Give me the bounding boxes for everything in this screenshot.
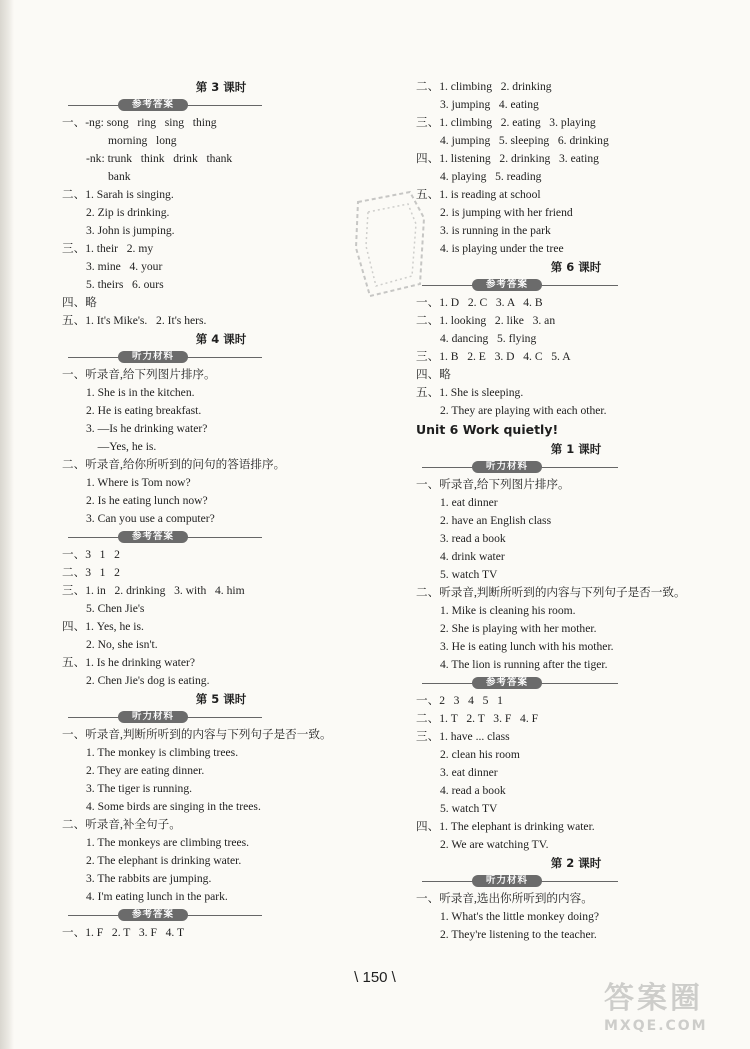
right-column [416, 78, 736, 944]
answer-line: 3. Can you use a computer? [86, 512, 215, 525]
answer-line: 二、听录音,补全句子。 [62, 818, 181, 831]
answer-line: 4. The lion is running after the tiger. [440, 658, 608, 671]
lesson-heading: 第 4 课时 [195, 332, 247, 346]
answer-line: 2. have an English class [440, 514, 552, 527]
section-tag-label: 听力材料 [118, 711, 188, 723]
answer-line: 4. is playing under the tree [440, 242, 564, 255]
answer-line: 2. is jumping with her friend [440, 206, 573, 219]
left-column [62, 78, 380, 942]
answer-line: 三、1. their 2. my [62, 242, 154, 255]
answer-line: 4. jumping 5. sleeping 6. drinking [440, 134, 609, 147]
unit-title: Unit 6 Work quietly! [416, 422, 559, 437]
answer-line: 2. Chen Jie's dog is eating. [86, 674, 210, 687]
answer-line: 二、听录音,给你所听到的问句的答语排序。 [62, 458, 286, 471]
answer-line: 1. eat dinner [440, 496, 498, 509]
answer-line: 1. The monkey is climbing trees. [86, 746, 239, 759]
answer-line: 一、听录音,给下列图片排序。 [416, 478, 570, 491]
answer-line: 2. They're listening to the teacher. [440, 928, 597, 941]
answer-line: 二、1. looking 2. like 3. an [416, 314, 556, 327]
answer-line: 三、1. climbing 2. eating 3. playing [416, 116, 596, 129]
answer-line: 3. is running in the park [440, 224, 551, 237]
answer-line: 3. jumping 4. eating [440, 98, 539, 111]
answer-line: 四、1. Yes, he is. [62, 620, 144, 633]
section-tag-label: 听力材料 [118, 351, 188, 363]
answer-line: 1. She is in the kitchen. [86, 386, 195, 399]
section-tag-label: 听力材料 [472, 461, 542, 473]
answer-line: 一、听录音,判断所听到的内容与下列句子是否一致。 [62, 728, 332, 741]
section-tag [62, 708, 380, 726]
answer-line: 3. The tiger is running. [86, 782, 193, 795]
answer-line: 2. No, she isn't. [86, 638, 158, 651]
answer-line: 五、1. Is he drinking water? [62, 656, 195, 669]
answer-line: 4. read a book [440, 784, 506, 797]
answer-line: 五、1. She is sleeping. [416, 386, 524, 399]
answer-line: 2. He is eating breakfast. [86, 404, 202, 417]
watermark-url: MXQE.COM [604, 1018, 708, 1034]
watermark-logo [604, 981, 734, 1045]
lesson-heading: 第 5 课时 [195, 692, 247, 706]
answer-line: 2. She is playing with her mother. [440, 622, 597, 635]
answer-line: 一、1. D 2. C 3. A 4. B [416, 296, 543, 309]
answer-line: 3. He is eating lunch with his mother. [440, 640, 614, 653]
answer-line: 2. They are playing with each other. [440, 404, 607, 417]
answer-line: 3. mine 4. your [86, 260, 163, 273]
section-tag [416, 872, 736, 890]
answer-line: morning long [108, 134, 177, 147]
answer-line: 1. Mike is cleaning his room. [440, 604, 576, 617]
answer-line: 三、1. have ... class [416, 730, 510, 743]
answer-line: 一、听录音,给下列图片排序。 [62, 368, 216, 381]
answer-line: 三、1. in 2. drinking 3. with 4. him [62, 584, 245, 597]
section-tag [62, 96, 380, 114]
answer-line: 3. read a book [440, 532, 506, 545]
answer-line: 5. watch TV [440, 568, 498, 581]
answer-line: —Yes, he is. [86, 440, 157, 453]
lesson-heading: 第 1 课时 [550, 442, 602, 456]
answer-line: 2. They are eating dinner. [86, 764, 205, 777]
answer-line: 二、1. Sarah is singing. [62, 188, 174, 201]
answer-line: 3. —Is he drinking water? [86, 422, 208, 435]
answer-line: 二、听录音,判断所听到的内容与下列句子是否一致。 [416, 586, 686, 599]
answer-line: 四、1. The elephant is drinking water. [416, 820, 595, 833]
section-tag [62, 906, 380, 924]
answer-line: 4. playing 5. reading [440, 170, 542, 183]
lesson-heading: 第 2 课时 [550, 856, 602, 870]
answer-line: 三、1. B 2. E 3. D 4. C 5. A [416, 350, 571, 363]
lesson-heading: 第 6 课时 [550, 260, 602, 274]
answer-line: 四、1. listening 2. drinking 3. eating [416, 152, 599, 165]
watermark-title: 答案圈 [604, 981, 703, 1016]
section-tag-label: 听力材料 [472, 875, 542, 887]
section-tag-label: 参考答案 [118, 531, 188, 543]
answer-line: 2. The elephant is drinking water. [86, 854, 242, 867]
book-spine-shadow [0, 0, 14, 1049]
answer-line: 四、略 [416, 368, 451, 381]
answer-line: 一、1. F 2. T 3. F 4. T [62, 926, 185, 939]
page-number: \ 150 \ [354, 969, 396, 986]
answer-line: 2. Is he eating lunch now? [86, 494, 208, 507]
answer-line: 4. Some birds are singing in the trees. [86, 800, 261, 813]
section-tag [62, 348, 380, 366]
answer-line: 5. watch TV [440, 802, 498, 815]
section-tag-label: 参考答案 [118, 909, 188, 921]
answer-line: 二、3 1 2 [62, 566, 120, 579]
answer-line: 一、-ng: song ring sing thing [62, 116, 217, 129]
answer-line: bank [108, 170, 131, 183]
section-tag [62, 528, 380, 546]
answer-line: 一、2 3 4 5 1 [416, 694, 503, 707]
answer-line: 3. John is jumping. [86, 224, 175, 237]
answer-line: -nk: trunk think drink thank [86, 152, 233, 165]
section-tag [416, 458, 736, 476]
answer-line: 1. Where is Tom now? [86, 476, 191, 489]
answer-line: 5. theirs 6. ours [86, 278, 164, 291]
answer-line: 1. What's the little monkey doing? [440, 910, 600, 923]
answer-line: 二、1. T 2. T 3. F 4. F [416, 712, 539, 725]
answer-line: 五、1. is reading at school [416, 188, 541, 201]
answer-line: 5. Chen Jie's [86, 602, 145, 615]
answer-line: 五、1. It's Mike's. 2. It's hers. [62, 314, 207, 327]
answer-line: 4. dancing 5. flying [440, 332, 537, 345]
section-tag [416, 276, 736, 294]
answer-line: 3. eat dinner [440, 766, 498, 779]
answer-line: 2. Zip is drinking. [86, 206, 170, 219]
answer-line: 一、3 1 2 [62, 548, 120, 561]
answer-line: 四、略 [62, 296, 97, 309]
answer-line: 4. drink water [440, 550, 505, 563]
lesson-heading: 第 3 课时 [195, 80, 247, 94]
answer-line: 4. I'm eating lunch in the park. [86, 890, 228, 903]
answer-line: 1. The monkeys are climbing trees. [86, 836, 250, 849]
section-tag-label: 参考答案 [472, 677, 542, 689]
answer-line: 2. clean his room [440, 748, 520, 761]
answer-line: 2. We are watching TV. [440, 838, 549, 851]
section-tag [416, 674, 736, 692]
section-tag-label: 参考答案 [118, 99, 188, 111]
answer-line: 一、听录音,选出你所听到的内容。 [416, 892, 593, 905]
stamp-mark-icon [350, 188, 430, 300]
answer-line: 二、1. climbing 2. drinking [416, 80, 552, 93]
answer-line: 3. The rabbits are jumping. [86, 872, 212, 885]
section-tag-label: 参考答案 [472, 279, 542, 291]
